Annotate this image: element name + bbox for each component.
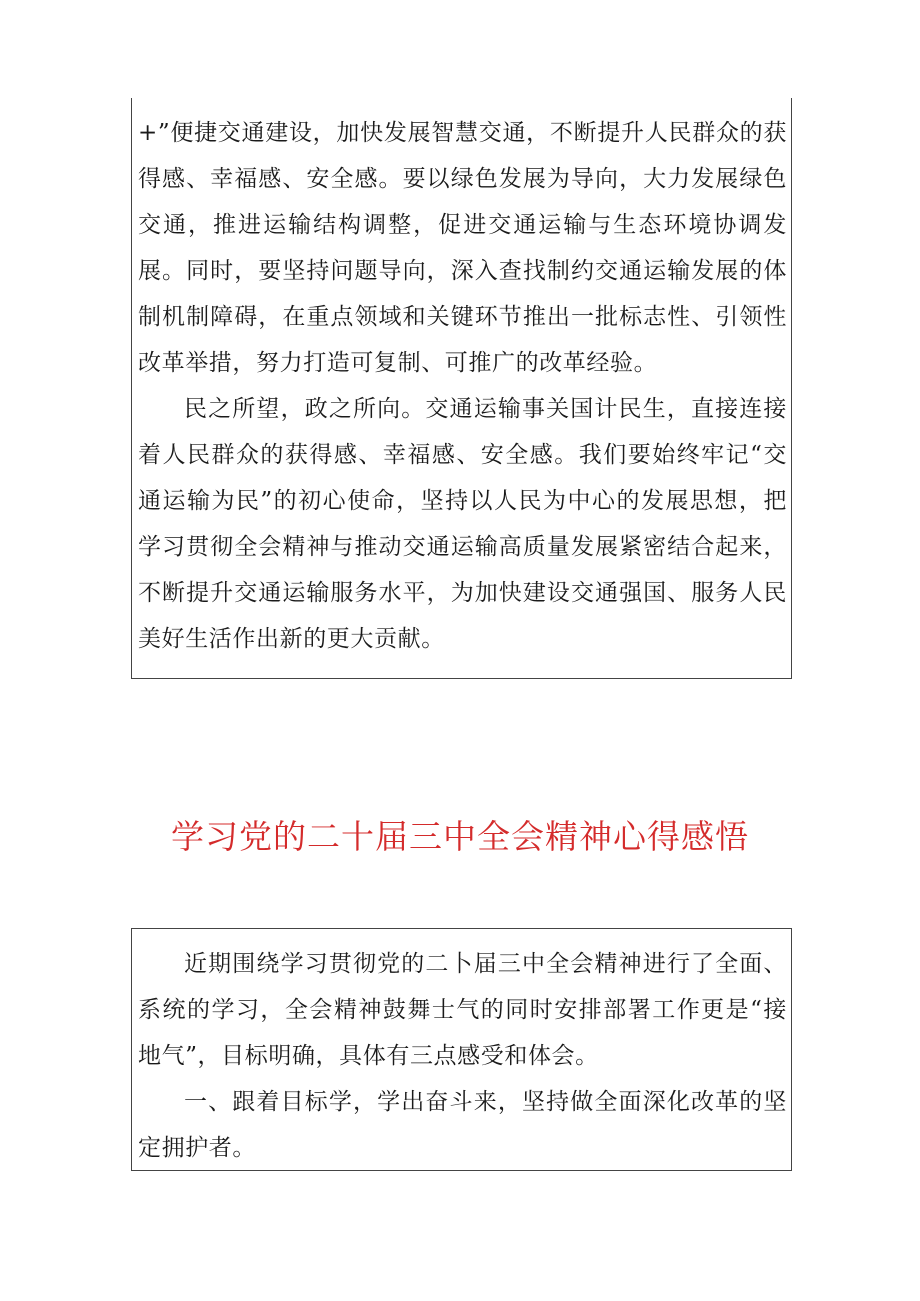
article-title: 学习党的二十届三中全会精神心得感悟: [171, 817, 749, 856]
paragraph-point-one: 一、跟着目标学，学出奋斗来，坚持做全面深化改革的坚定拥护者。: [138, 1089, 787, 1161]
bottom-text-box: [131, 928, 792, 1171]
top-text-box: [131, 98, 792, 679]
paragraph-conclusion: 民之所望，政之所向。交通运输事关国计民生，直接连接着人民群众的获得感、幸福感、安全感。我们要始终牢记“交通运输为民”的初心使命，坚持以人民为中心的发展思想，把学习贯彻全会精神与推动交通运输高质量发展紧密结合起来，不断提升交通运输服务水平，为加快建设交通强国、服务人民美好生活作出新的更大贡献。: [138, 396, 787, 652]
paragraph-continuation: +”便捷交通建设，加快发展智慧交通，不断提升人民群众的获得感、幸福感、安全感。要以绿色发展为导向，大力发展绿色交通，推进运输结构调整，促进交通运输与生态环境协调发展。同时，要坚持问题导向，深入查找制约交通运输发展的体制机制障碍，在重点领域和关键环节推出一批标志性、引领性改革举措，努力打造可复制、可推广的改革经验。: [138, 120, 787, 376]
paragraph-intro: 近期围绕学习贯彻党的二卜届三中全会精神进行了全面、系统的学习，全会精神鼓舞士气的同时安排部署工作更是“接地气”，目标明确，具体有三点感受和体会。: [138, 951, 787, 1069]
